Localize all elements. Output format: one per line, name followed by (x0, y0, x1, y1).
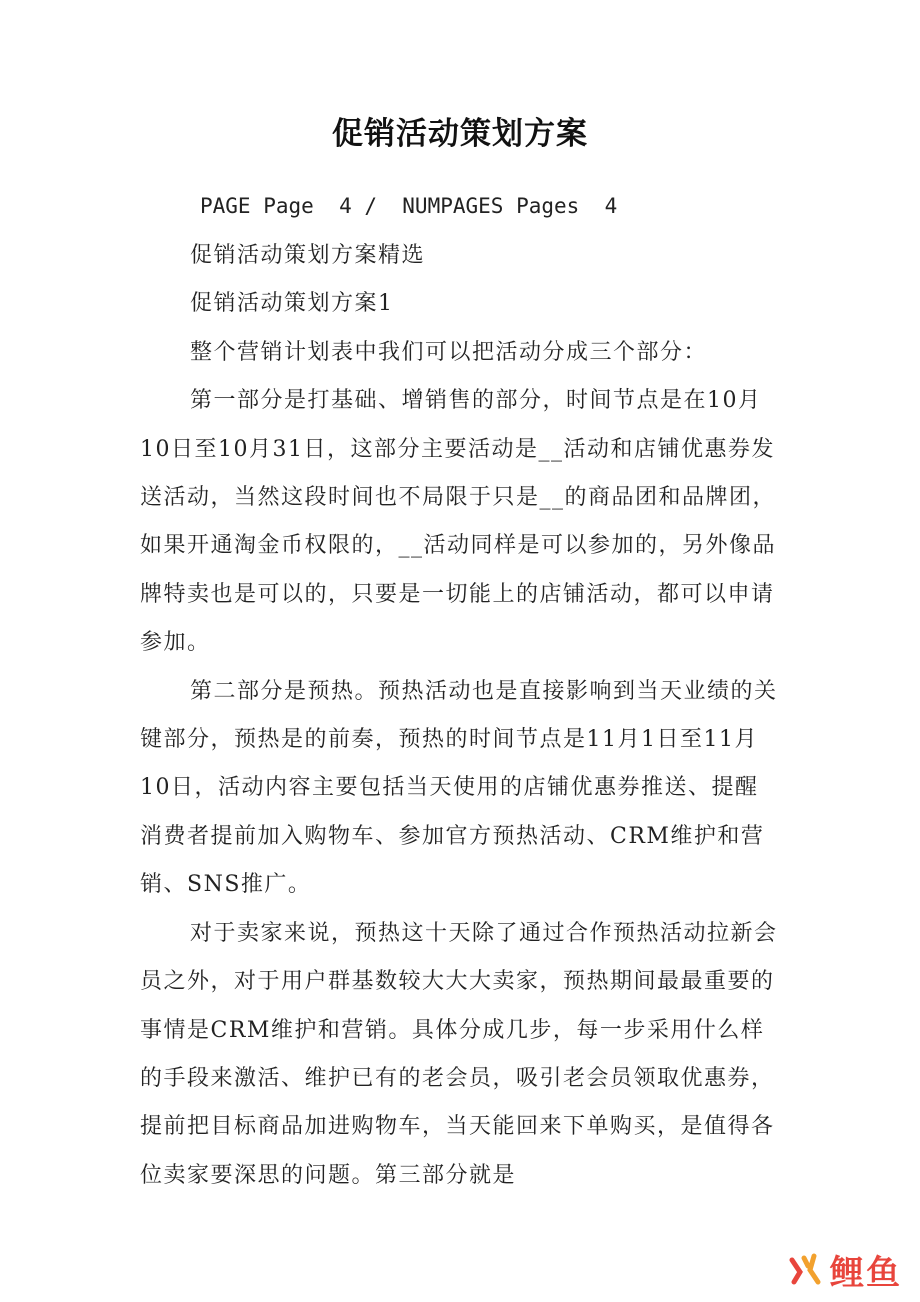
watermark-logo (786, 1245, 902, 1294)
paragraph: 对于卖家来说，预热这十天除了通过合作预热活动拉新会员之外，对于用户群基数较大大大卖家，预热期间最最重要的事情是CRM维护和营销。具体分成几步，每一步采用什么样的手段来激活、维护已有的老会员，吸引老会员领取优惠券，提前把目标商品加进购物车，当天能回来下单购买，是值得各位卖家要深思的问题。第三部分就是 (140, 920, 778, 1188)
watermark-text: 鲤鱼 (830, 1253, 902, 1293)
document-body (140, 232, 780, 1200)
page-field-code: PAGE Page 4 / NUMPAGES Pages 4 (200, 194, 618, 218)
paragraph: 第一部分是打基础、增销售的部分，时间节点是在10月10日至10月31日，这部分主要活动是__活动和店铺优惠券发送活动，当然这段时间也不局限于只是__的商品团和品牌团，如果开通淘金币权限的，__活动同样是可以参加的，另外像品牌特卖也是可以的，只要是一切能上的店铺活动，都可以申请参加。 (140, 388, 777, 656)
paragraph: 促销活动策划方案1 (190, 291, 394, 317)
fish-logo-icon (786, 1250, 826, 1290)
paragraph: 促销活动策划方案精选 (190, 243, 426, 268)
paragraph: 第二部分是预热。预热活动也是直接影响到当天业绩的关键部分，预热是的前奏，预热的时间节点是11月1日至11月10日，活动内容主要包括当天使用的店铺优惠券推送、提醒消费者提前加入购物车、参加官方预热活动、CRM维护和营销、SNS推广。 (140, 678, 778, 898)
paragraph: 整个营销计划表中我们可以把活动分成三个部分： (190, 339, 708, 365)
document-title: 促销活动策划方案 (332, 116, 588, 152)
